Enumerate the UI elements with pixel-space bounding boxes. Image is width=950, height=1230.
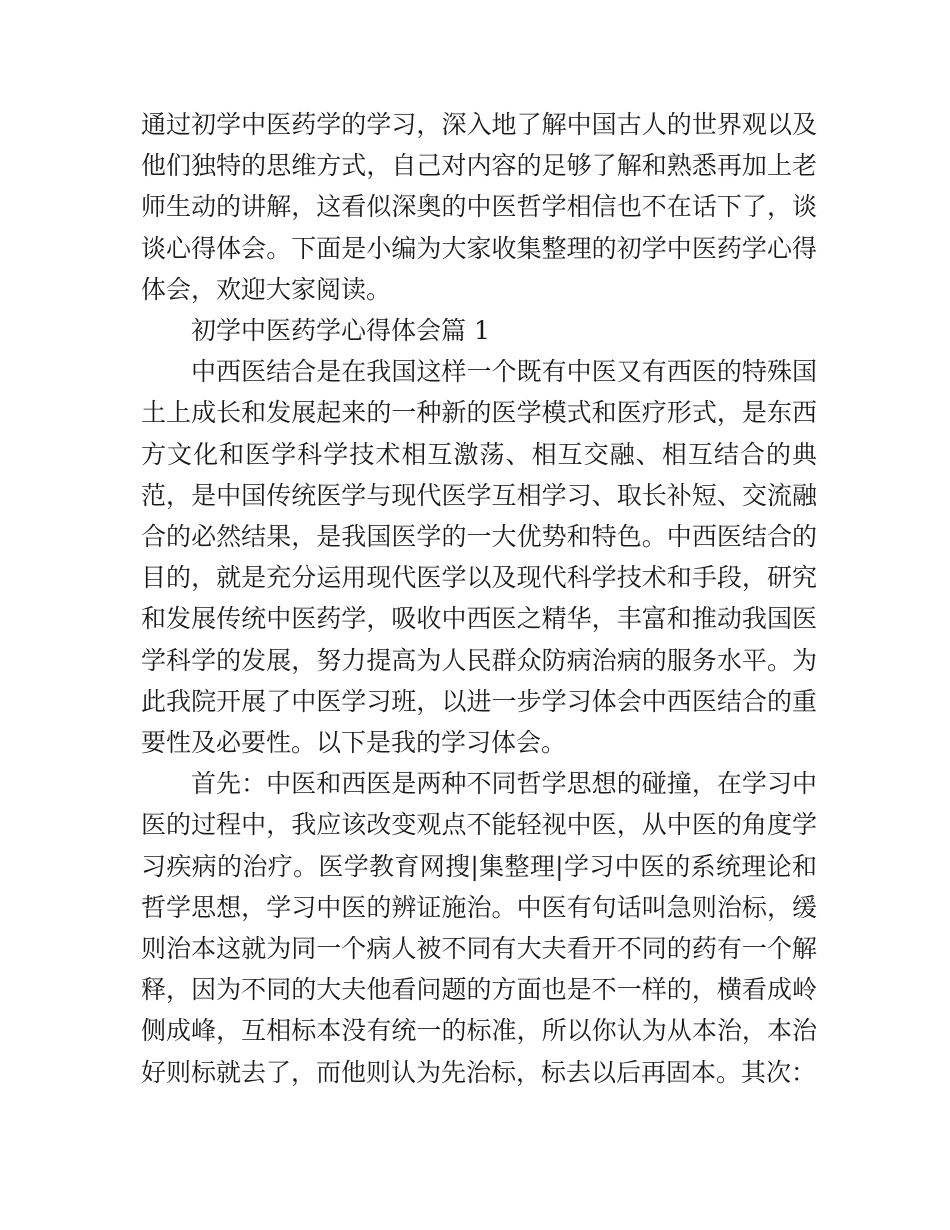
- body-paragraph-2: 首先：中医和西医是两种不同哲学思想的碰撞，在学习中医的过程中，我应该改变观点不能轻视中医，从中医的角度学习疾病的治疗。医学教育网搜|集整理|学习中医的系统理论和哲学思想，学习中医的辨证施治。中医有句话叫急则治标，缓则治本这就为同一个病人被不同有大夫看开不同的药有一个解释，因为不同的大夫他看问题的方面也是不一样的，横看成岭侧成峰，互相标本没有统一的标准，所以你认为从本治，本治好则标就去了，而他则认为先治标，标去以后再固本。其次：: [141, 769, 817, 1087]
- body-paragraph-1: 中西医结合是在我国这样一个既有中医又有西医的特殊国土上成长和发展起来的一种新的医学模式和医疗形式，是东西方文化和医学科学技术相互激荡、相互交融、相互结合的典范，是中国传统医学与现代医学互相学习、取长补短、交流融合的必然结果，是我国医学的一大优势和特色。中西医结合的目的，就是充分运用现代医学以及现代科学技术和手段，研究和发展传统中医药学，吸收中西医之精华，丰富和推动我国医学科学的发展，努力提高为人民群众防病治病的服务水平。为此我院开展了中医学习班，以进一步学习体会中西医结合的重要性及必要性。以下是我的学习体会。: [141, 357, 817, 758]
- section-heading: 初学中医药学心得体会篇 1: [191, 316, 490, 346]
- document-body: [141, 104, 817, 1093]
- intro-paragraph: 通过初学中医药学的学习，深入地了解中国古人的世界观以及他们独特的思维方式，自己对内容的足够了解和熟悉再加上老师生动的讲解，这看似深奥的中医哲学相信也不在话下了，谈谈心得体会。下面是小编为大家收集整理的初学中医药学心得体会，欢迎大家阅读。: [141, 110, 817, 304]
